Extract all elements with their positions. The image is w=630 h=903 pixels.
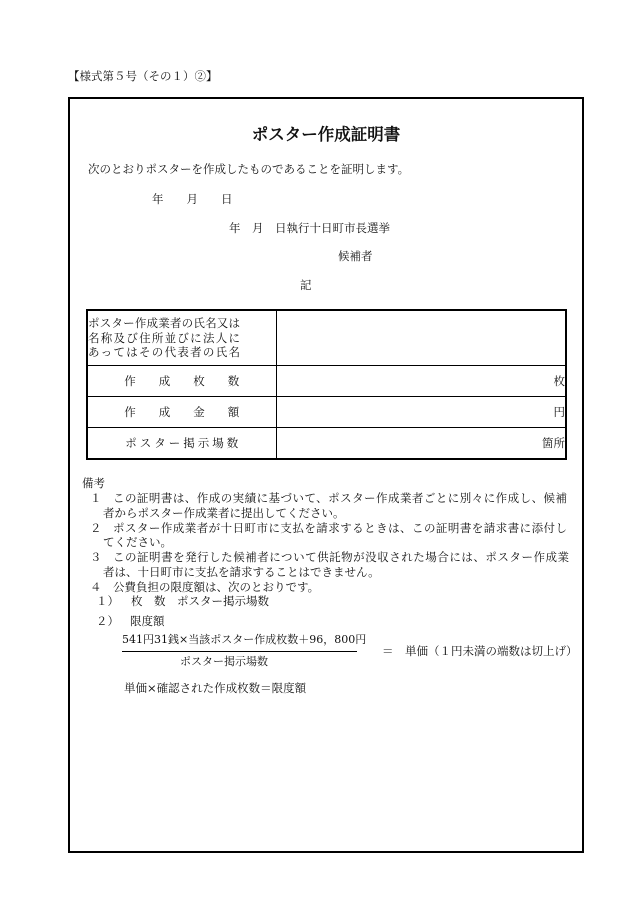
- board-count-label-cell: ポスター掲示場数: [87, 428, 276, 459]
- certificate-frame: [68, 97, 584, 853]
- table-row: [87, 310, 566, 365]
- sub-item-text: 枚 数 ポスター掲示場数: [131, 594, 269, 608]
- quantity-label-cell: 作 成 枚 数: [87, 365, 276, 396]
- note-text: ポスター作成業者が十日町市に支払を請求するときは、この証明書を請求書に添付し: [113, 521, 567, 535]
- label-line: ポスター作成業者の氏名又は: [88, 316, 240, 331]
- poster-info-table: [86, 309, 567, 460]
- note-text: この証明書は、作成の実績に基づいて、ポスター作成業者ごとに別々に作成し、候補: [113, 491, 567, 505]
- fraction-bar: [122, 651, 357, 652]
- quantity-unit-cell: 枚: [276, 365, 566, 396]
- amount-label-cell: 作 成 金 額: [87, 397, 276, 428]
- label-line: あってはその代表者の氏名: [88, 345, 240, 360]
- table-row: [87, 397, 566, 428]
- note-text: この証明書を発行した候補者について供託物が没収された場合には、ポスター作成業: [113, 550, 569, 564]
- table-row: [87, 428, 566, 459]
- note-number: ３: [90, 550, 102, 564]
- election-line: 年 月 日執行十日町市長選挙: [229, 221, 390, 235]
- label-line: 名称及び住所並びに法人に: [88, 330, 240, 345]
- note-number: ４: [90, 580, 102, 594]
- form-number-label: 【様式第５号（その１）②】: [68, 69, 218, 83]
- notes-heading: 備考: [82, 476, 105, 490]
- note-number: １: [90, 491, 102, 505]
- table-row: [87, 365, 566, 396]
- sub-item-text: 限度額: [130, 614, 165, 628]
- sub-item-number: ２）: [96, 614, 119, 628]
- formula-denominator: ポスター掲示場数: [180, 655, 268, 668]
- note-text-continued: 者からポスター作成業者に提出してください。: [103, 506, 345, 520]
- note-number: ２: [90, 521, 102, 535]
- certificate-title: ポスター作成証明書: [251, 125, 401, 144]
- board-count-unit-cell: 箇所: [276, 428, 566, 459]
- formula-result: ＝ 単価（１円未満の端数は切上げ）: [382, 644, 578, 658]
- note-text: 公費負担の限度額は、次のとおりです。: [113, 580, 320, 594]
- formula-total: 単価×確認された作成枚数＝限度額: [124, 681, 307, 695]
- amount-unit-cell: 円: [276, 397, 566, 428]
- business-name-label-cell: [87, 310, 276, 365]
- note-text-continued: てください。: [103, 535, 172, 549]
- intro-text: 次のとおりポスターを作成したものであることを証明します。: [88, 162, 410, 176]
- record-label: 記: [300, 278, 312, 292]
- sub-item-number: １）: [96, 594, 119, 608]
- candidate-label: 候補者: [338, 249, 373, 263]
- formula-numerator: 541円31銭×当該ポスター作成枚数＋96，800円: [122, 633, 367, 646]
- note-text-continued: 者は、十日町市に支払を請求することはできません。: [103, 565, 380, 579]
- business-name-value-cell: [276, 310, 566, 365]
- issue-date-line: 年 月 日: [152, 192, 233, 206]
